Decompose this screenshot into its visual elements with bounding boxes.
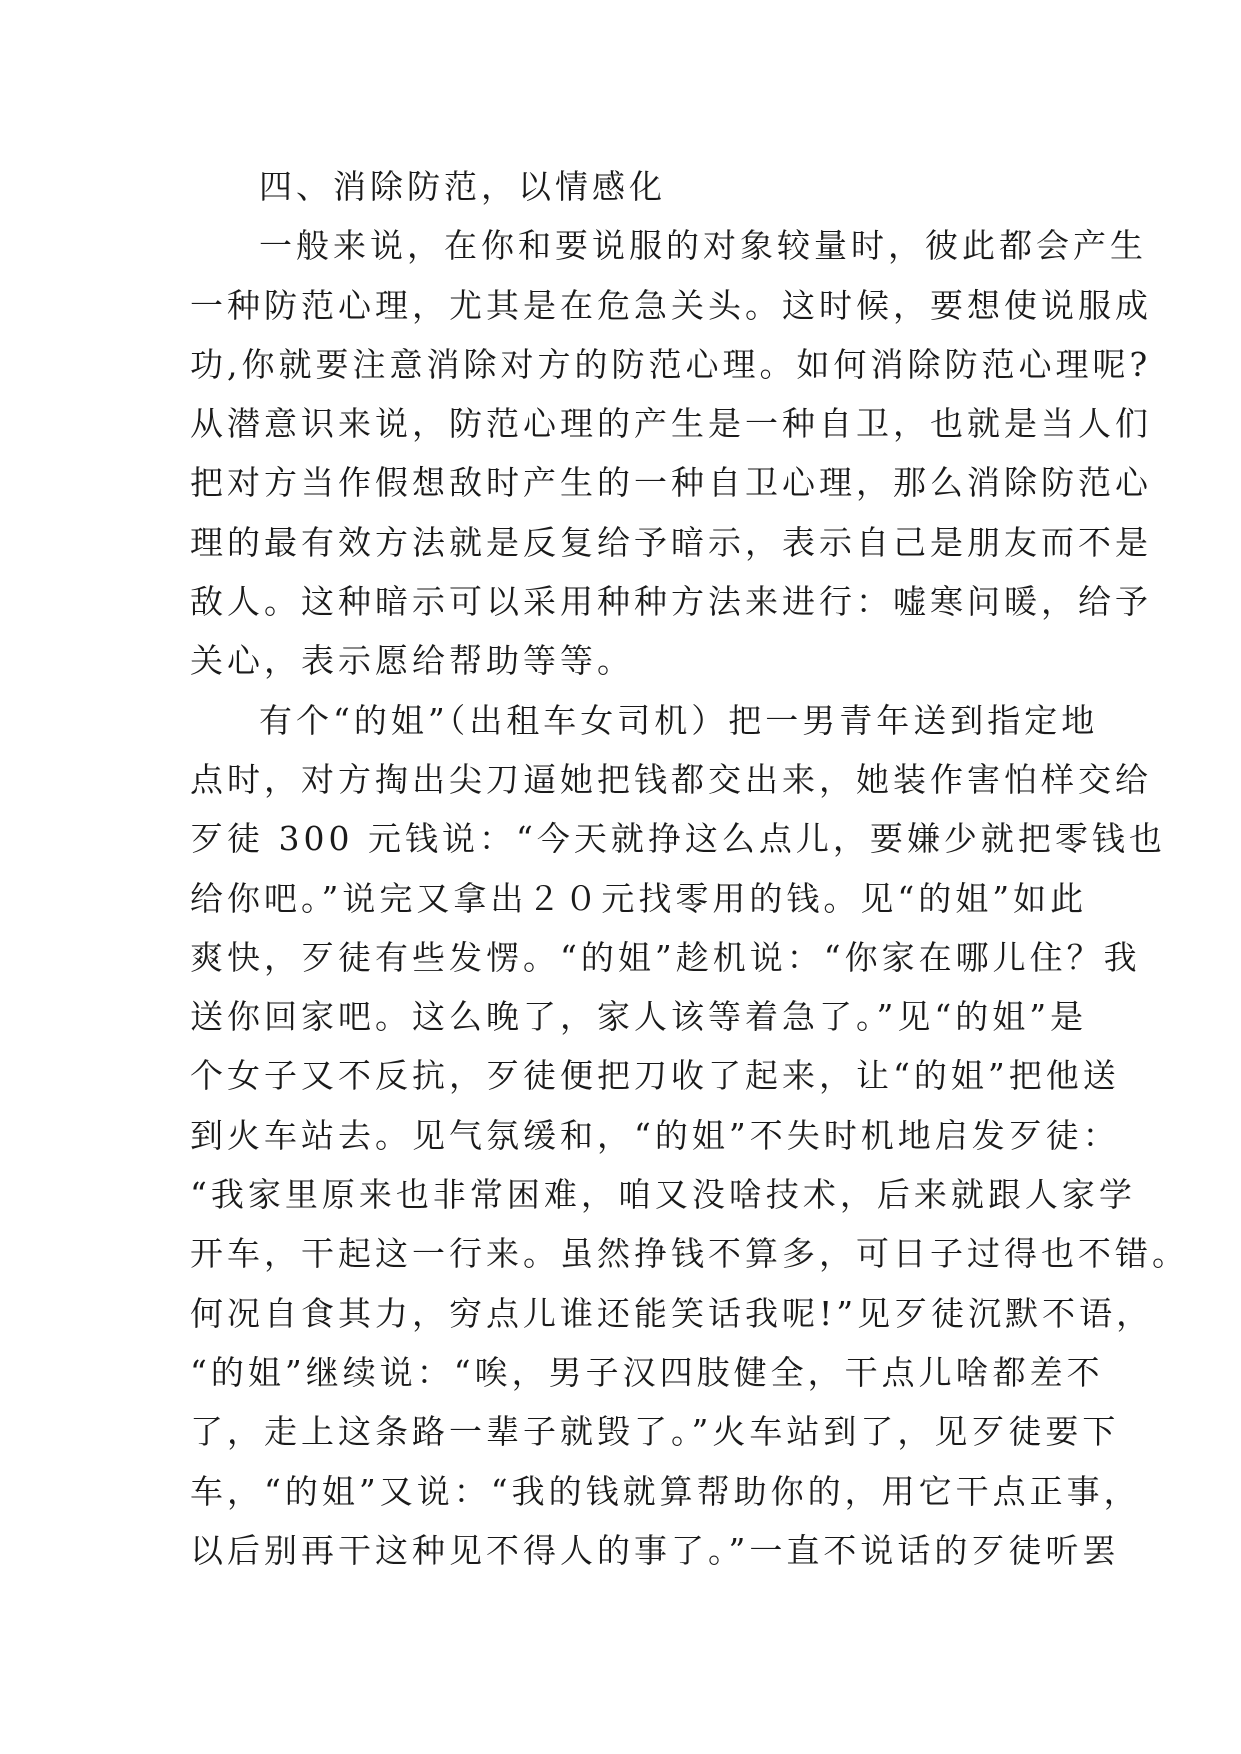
paragraph-line: 关心，表示愿给帮助等等。 bbox=[190, 641, 634, 681]
paragraph-line: 功,你就要注意消除对方的防范心理。如何消除防范心理呢? bbox=[190, 344, 1152, 384]
paragraph-line: 车，“的姐”又说：“我的钱就算帮助你的，用它干点正事， bbox=[190, 1471, 1141, 1511]
paragraph-line: 送你回家吧。这么晚了，家人该等着急了。”见“的姐”是 bbox=[190, 997, 1088, 1037]
paragraph-line: 给你吧。”说完又拿出２０元找零用的钱。见“的姐”如此 bbox=[190, 878, 1088, 918]
paragraph-line: 一种防范心理，尤其是在危急关头。这时候，要想使说服成 bbox=[190, 285, 1152, 325]
body-text bbox=[190, 157, 1189, 1580]
paragraph-line: 从潜意识来说，防范心理的产生是一种自卫，也就是当人们 bbox=[190, 404, 1152, 444]
section-heading: 四、消除防范，以情感化 bbox=[259, 167, 666, 206]
paragraph-line: 个女子又不反抗，歹徒便把刀收了起来，让“的姐”把他送 bbox=[190, 1056, 1120, 1096]
paragraph-line: 一般来说，在你和要说服的对象较量时，彼此都会产生 bbox=[259, 226, 1147, 266]
paragraph-line: 到火车站去。见气氛缓和，“的姐”不失时机地启发歹徒： bbox=[190, 1115, 1120, 1155]
paragraph-line: 敌人。这种暗示可以采用种种方法来进行：嘘寒问暖，给予 bbox=[190, 582, 1152, 622]
paragraph-line: 何况自食其力，穷点儿谁还能笑话我呢!”见歹徒沉默不语， bbox=[190, 1293, 1154, 1333]
paragraph-line: 把对方当作假想敌时产生的一种自卫心理，那么消除防范心 bbox=[190, 463, 1152, 503]
paragraph-line: “的姐”继续说：“唉，男子汉四肢健全，干点儿啥都差不 bbox=[190, 1352, 1104, 1392]
paragraph-line: 开车，干起这一行来。虽然挣钱不算多，可日子过得也不错。 bbox=[190, 1234, 1189, 1274]
paragraph-line: 歹徒 300 元钱说：“今天就挣这么点儿，要嫌少就把零钱也 bbox=[190, 819, 1166, 859]
paragraph-line: 以后别再干这种见不得人的事了。”一直不说话的歹徒听罢 bbox=[190, 1530, 1120, 1570]
paragraph-line: 有个“的姐”（出租车女司机）把一男青年送到指定地 bbox=[259, 700, 1099, 740]
paragraph-line: “我家里原来也非常困难，咱又没啥技术，后来就跟人家学 bbox=[190, 1175, 1136, 1215]
paragraph-line: 爽快，歹徒有些发愣。“的姐”趁机说：“你家在哪儿住？我 bbox=[190, 937, 1141, 977]
paragraph-line: 理的最有效方法就是反复给予暗示，表示自己是朋友而不是 bbox=[190, 522, 1152, 562]
paragraph-line: 点时，对方掏出尖刀逼她把钱都交出来，她装作害怕样交给 bbox=[190, 759, 1152, 799]
paragraph-line: 了，走上这条路一辈子就毁了。”火车站到了，见歹徒要下 bbox=[190, 1412, 1120, 1452]
